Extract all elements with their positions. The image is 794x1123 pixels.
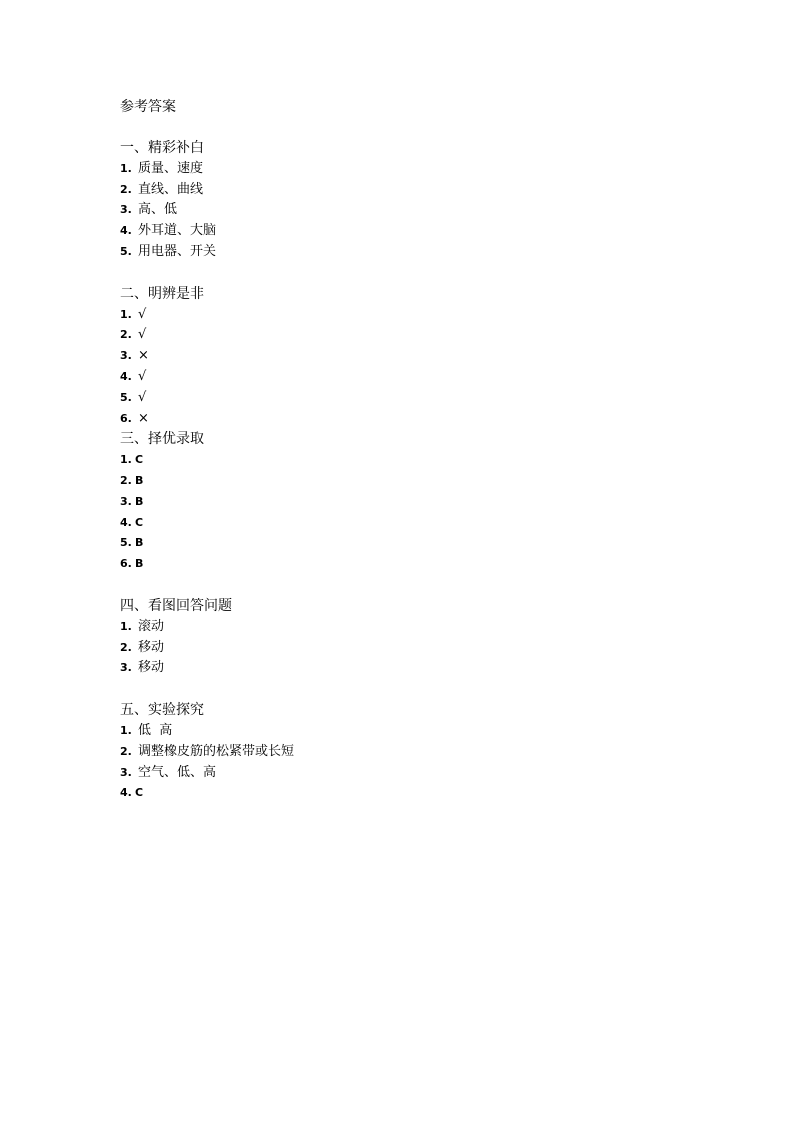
list-item xyxy=(120,783,720,804)
item-number: 4. xyxy=(120,786,132,800)
item-number: 2. xyxy=(120,744,132,758)
item-answer: 空气、低、高 xyxy=(138,764,217,780)
item-answer: 高、低 xyxy=(138,202,178,218)
item-answer: C xyxy=(135,453,144,467)
item-answer: 移动 xyxy=(138,639,165,655)
spacer xyxy=(120,263,720,284)
section-true-false xyxy=(120,284,720,430)
item-number: 3. xyxy=(120,203,132,217)
list-item xyxy=(120,533,720,554)
item-answer: 用电器、开关 xyxy=(138,243,217,259)
section-heading: 一、精彩补白 xyxy=(120,140,204,156)
check-mark: √ xyxy=(138,327,147,343)
spacer xyxy=(120,117,720,138)
section-multiple-choice xyxy=(120,429,720,575)
item-answer: C xyxy=(135,515,144,529)
item-number: 4. xyxy=(120,369,132,383)
check-mark: √ xyxy=(138,368,147,384)
check-mark: √ xyxy=(138,389,147,405)
list-item xyxy=(120,242,720,263)
list-item xyxy=(120,721,720,742)
item-number: 3. xyxy=(120,349,132,363)
list-item xyxy=(120,638,720,659)
item-number: 4. xyxy=(120,515,132,529)
spacer xyxy=(120,679,720,700)
list-item xyxy=(120,658,720,679)
page-title: 参考答案 xyxy=(120,99,176,115)
list-item xyxy=(120,409,720,430)
item-number: 3. xyxy=(120,661,132,675)
cross-mark: × xyxy=(138,410,149,426)
list-item xyxy=(120,367,720,388)
item-answer: 移动 xyxy=(138,660,165,676)
section-fill-blanks xyxy=(120,138,720,263)
item-number: 6. xyxy=(120,411,132,425)
item-number: 2. xyxy=(120,473,132,487)
list-item xyxy=(120,346,720,367)
item-answer: B xyxy=(135,557,144,571)
item-number: 1. xyxy=(120,723,132,737)
item-number: 4. xyxy=(120,224,132,238)
item-answer: 质量、速度 xyxy=(138,160,204,176)
list-item xyxy=(120,159,720,180)
spacer xyxy=(120,575,720,596)
item-number: 3. xyxy=(120,765,132,779)
list-item xyxy=(120,554,720,575)
item-number: 2. xyxy=(120,182,132,196)
list-item xyxy=(120,221,720,242)
list-item xyxy=(120,742,720,763)
item-answer: C xyxy=(135,786,144,800)
list-item xyxy=(120,492,720,513)
item-answer: 调整橡皮筋的松紧带或长短 xyxy=(138,743,295,759)
list-item xyxy=(120,763,720,784)
item-number: 1. xyxy=(120,619,132,633)
list-item xyxy=(120,471,720,492)
section-heading: 三、择优录取 xyxy=(120,431,204,448)
section-heading: 二、明辨是非 xyxy=(120,285,204,302)
list-item xyxy=(120,200,720,221)
list-item xyxy=(120,450,720,471)
item-number: 6. xyxy=(120,557,132,571)
section-picture-questions xyxy=(120,596,720,679)
list-item xyxy=(120,325,720,346)
item-number: 1. xyxy=(120,453,132,467)
item-answer: 直线、曲线 xyxy=(138,181,204,197)
section-heading: 五、实验探究 xyxy=(120,702,204,719)
check-mark: √ xyxy=(138,306,147,322)
item-answer: 低 高 xyxy=(138,722,173,738)
cross-mark: × xyxy=(138,348,149,364)
item-number: 3. xyxy=(120,494,132,508)
item-number: 1. xyxy=(120,161,132,175)
item-number: 5. xyxy=(120,390,132,404)
item-answer: 外耳道、大脑 xyxy=(138,223,217,239)
list-item xyxy=(120,513,720,534)
item-answer: B xyxy=(135,536,144,550)
list-item xyxy=(120,617,720,638)
item-number: 5. xyxy=(120,536,132,550)
item-answer: 滚动 xyxy=(138,618,165,634)
item-number: 2. xyxy=(120,328,132,342)
list-item xyxy=(120,388,720,409)
item-number: 2. xyxy=(120,640,132,654)
answer-key-document xyxy=(120,97,720,804)
list-item xyxy=(120,305,720,326)
item-answer: B xyxy=(135,473,144,487)
section-experiment xyxy=(120,700,720,804)
section-heading: 四、看图回答问题 xyxy=(120,597,232,614)
item-number: 5. xyxy=(120,244,132,258)
item-answer: B xyxy=(135,494,144,508)
list-item xyxy=(120,180,720,201)
item-number: 1. xyxy=(120,307,132,321)
